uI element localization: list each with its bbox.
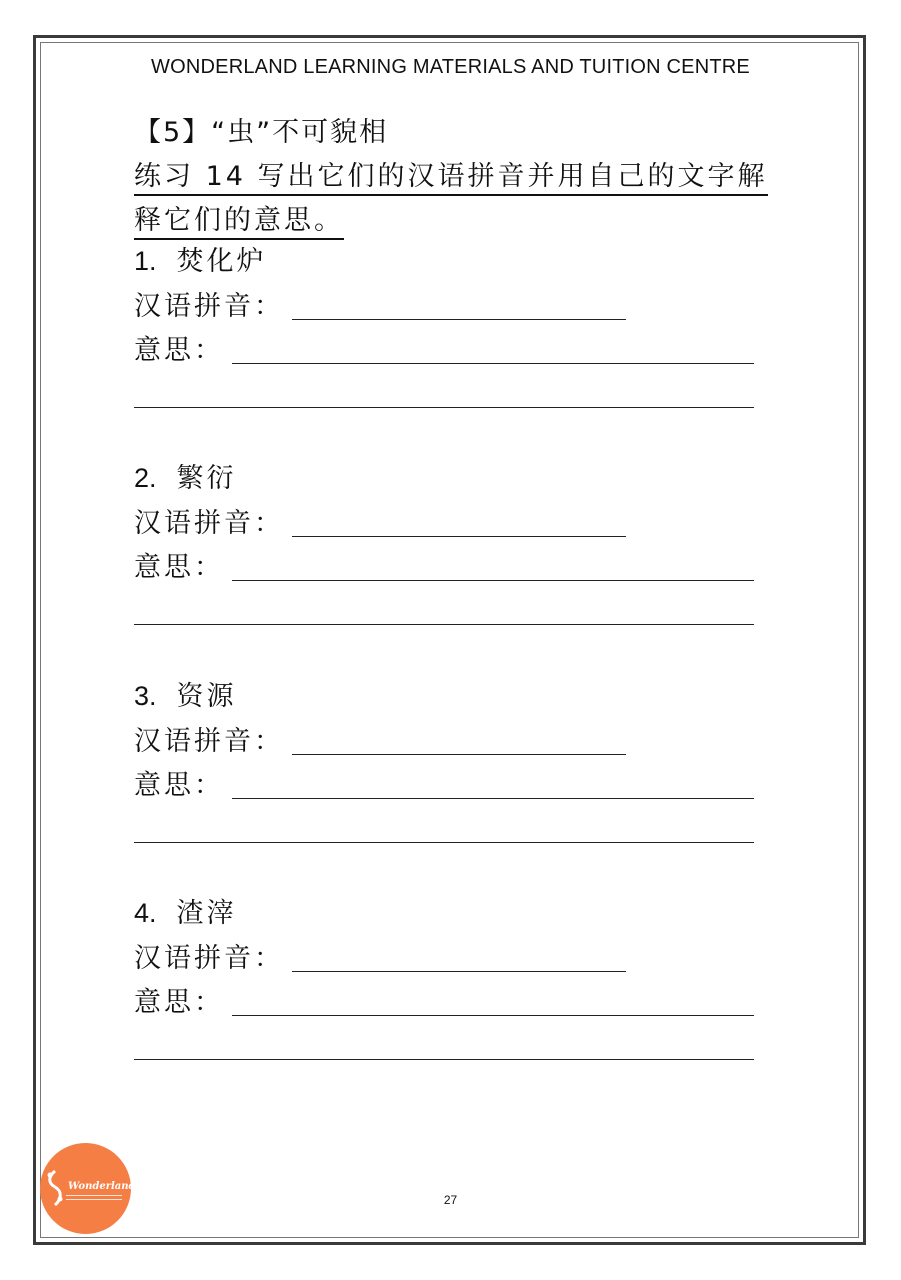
meaning-row [134,327,754,371]
item-heading [134,239,754,283]
meaning-answer-line[interactable] [232,363,754,364]
meaning-answer-line[interactable] [232,798,754,799]
section-title: 【5】“虫”不可貌相 [134,117,389,148]
instruction-text: 练习 14 写出它们的汉语拼音并用自己的文字解释它们的意思。 [134,161,768,240]
meaning-answer-line-2[interactable] [134,842,754,843]
wonderland-logo [40,1143,136,1234]
exercise-item-2 [134,456,754,625]
pinyin-label: 汉语拼音： [134,291,284,322]
pinyin-row [134,935,754,979]
item-word: 资源 [176,681,237,712]
item-number: 3. [134,681,157,711]
item-heading [134,891,754,935]
meaning-answer-line-2[interactable] [134,624,754,625]
item-number: 2. [134,463,157,493]
item-word: 繁衍 [176,463,237,494]
meaning-answer-line-2[interactable] [134,1059,754,1060]
pinyin-answer-line[interactable] [292,319,626,320]
pinyin-row [134,283,754,327]
meaning-row [134,762,754,806]
page-header: WONDERLAND LEARNING MATERIALS AND TUITION CENTRE [151,56,750,78]
item-heading [134,674,754,718]
page-number: 27 [443,1193,458,1207]
meaning-answer-line[interactable] [232,1015,754,1016]
pinyin-label: 汉语拼音： [134,508,284,539]
exercise-instruction [134,155,774,243]
item-number: 1. [134,246,157,276]
meaning-answer-line-2[interactable] [134,407,754,408]
exercise-item-3 [134,674,754,843]
logo-text: Wonderland [68,1181,136,1192]
exercise-item-4 [134,891,754,1060]
pinyin-row [134,718,754,762]
meaning-label: 意思： [134,335,224,366]
meaning-answer-line[interactable] [232,580,754,581]
pinyin-answer-line[interactable] [292,754,626,755]
meaning-label: 意思： [134,552,224,583]
item-word: 渣滓 [176,898,237,929]
pinyin-row [134,500,754,544]
item-word: 焚化炉 [176,246,267,277]
meaning-label: 意思： [134,987,224,1018]
meaning-row [134,544,754,588]
pinyin-answer-line[interactable] [292,536,626,537]
pinyin-label: 汉语拼音： [134,943,284,974]
meaning-row [134,979,754,1023]
item-heading [134,456,754,500]
pinyin-answer-line[interactable] [292,971,626,972]
pinyin-label: 汉语拼音： [134,726,284,757]
item-number: 4. [134,898,157,928]
exercise-item-1 [134,239,754,408]
meaning-label: 意思： [134,770,224,801]
